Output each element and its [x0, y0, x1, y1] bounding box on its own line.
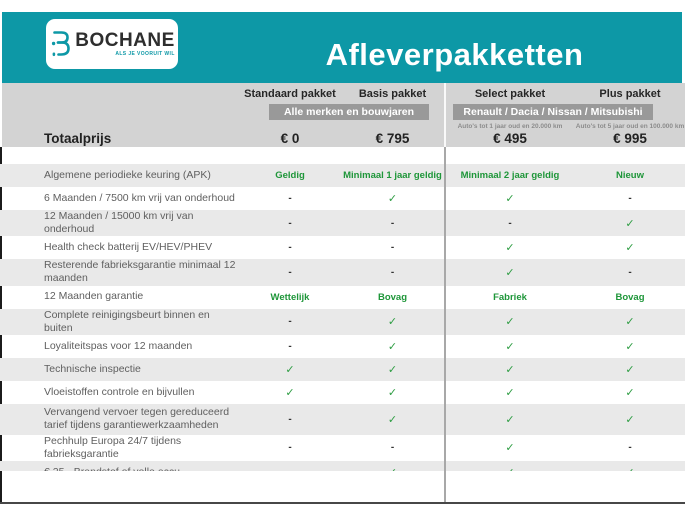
brand-group-badge-all: Alle merken en bouwjaren: [269, 104, 429, 120]
logo-brand-text: BOCHANE: [75, 30, 175, 51]
row-value-cell: ✓: [387, 193, 398, 205]
column-header-select: Select pakket: [474, 88, 546, 100]
row-value-cell: ✓: [285, 386, 295, 399]
row-label: Algemene periodieke keuring (APK): [44, 168, 211, 181]
bochane-logo: [46, 19, 178, 69]
row-value-cell: ✓: [505, 193, 515, 205]
row-value-cell: ✓: [505, 386, 515, 399]
row-value-cell: ✓: [505, 442, 515, 455]
row-value-cell: -: [288, 413, 292, 425]
table-row: [0, 259, 685, 285]
row-value-cell: Minimaal 2 jaar geldig: [460, 170, 560, 181]
row-value-cell: ✓: [505, 242, 515, 255]
column-header-standaard: Standaard pakket: [244, 88, 336, 100]
logo-text-block: [75, 31, 175, 57]
total-price-label: Totaalprijs: [44, 131, 112, 146]
total-price-basis: € 795: [375, 131, 410, 146]
row-value-cell: ✓: [625, 316, 635, 329]
table-row: [0, 309, 685, 335]
row-value-cell: -: [390, 242, 395, 254]
row-value-cell: ✓: [387, 340, 398, 353]
total-price-plus: € 995: [613, 131, 647, 146]
row-value-cell: ✓: [505, 413, 515, 426]
row-value-cell: -: [288, 266, 292, 278]
row-value-cell: Bovag: [615, 291, 645, 303]
table-row: [0, 210, 685, 236]
footer-gap-row: [0, 471, 685, 502]
row-value-cell: -: [288, 242, 292, 254]
row-value-cell: -: [288, 340, 292, 352]
row-label: Vloeistoffen controle en bijvullen: [44, 385, 195, 398]
row-value-cell: Geldig: [275, 170, 305, 181]
row-label: Health check batterij EV/HEV/PHEV: [44, 241, 213, 254]
table-row: [0, 187, 685, 210]
logo-tagline: ALS JE VOORUIT WIL: [115, 51, 175, 57]
row-label: Technische inspectie: [44, 362, 141, 375]
row-value-cell: ✓: [625, 363, 635, 376]
row-value-cell: ✓: [625, 340, 635, 353]
row-value-cell: ✓: [285, 363, 295, 376]
table-row: [0, 358, 685, 381]
table-row: [0, 236, 685, 259]
row-label: Loyaliteitspas voor 12 maanden: [44, 339, 193, 352]
table-row: [0, 164, 685, 187]
table-rows: [0, 164, 685, 484]
column-group-divider-header: [444, 83, 446, 147]
row-value-cell: ✓: [625, 217, 635, 230]
page-title: Afleverpakketten: [325, 37, 584, 72]
row-label: 6 Maanden / 7500 km vrij van onderhoud: [44, 191, 235, 204]
header-banner: [2, 12, 682, 83]
header-gap-row: [0, 147, 685, 164]
table-row: [0, 381, 685, 404]
row-value-cell: ✓: [625, 386, 635, 399]
column-note-select: Auto's tot 1 jaar oud en 20.000 km: [457, 123, 563, 130]
row-value-cell: -: [390, 266, 395, 278]
row-label: Complete reinigingsbeurt binnen en buiten: [44, 308, 210, 334]
row-value-cell: ✓: [625, 413, 635, 426]
row-value-cell: ✓: [387, 316, 398, 329]
row-value-cell: -: [288, 193, 292, 204]
row-value-cell: -: [628, 193, 632, 204]
row-value-cell: Minimaal 1 jaar geldig: [343, 170, 442, 181]
row-value-cell: -: [390, 442, 395, 454]
row-value-cell: -: [288, 442, 292, 454]
row-value-cell: Bovag: [377, 291, 408, 303]
column-group-divider: [444, 147, 446, 502]
brand-group-badge-renault: Renault / Dacia / Nissan / Mitsubishi: [453, 104, 653, 120]
row-value-cell: ✓: [387, 386, 398, 399]
row-label: 12 Maanden garantie: [44, 290, 144, 303]
table-bottom-border: [0, 502, 685, 504]
column-header-plus: Plus pakket: [599, 88, 661, 100]
row-value-cell: -: [288, 316, 292, 328]
row-value-cell: ✓: [505, 340, 515, 353]
row-value-cell: -: [288, 217, 292, 229]
row-value-cell: ✓: [505, 363, 515, 376]
bochane-logo-icon: [49, 29, 71, 59]
row-value-cell: ✓: [387, 363, 398, 376]
row-label: 12 Maanden / 15000 km vrij van onderhoud: [44, 210, 194, 236]
table-row: [0, 286, 685, 309]
table-row: [0, 435, 685, 461]
row-value-cell: -: [390, 217, 395, 229]
row-value-cell: ✓: [387, 413, 398, 426]
row-value-cell: -: [508, 217, 512, 229]
row-value-cell: ✓: [505, 266, 515, 279]
total-price-select: € 495: [493, 131, 527, 146]
row-value-cell: ✓: [625, 242, 635, 255]
row-value-cell: ✓: [505, 316, 515, 329]
table-row: [0, 404, 685, 435]
row-label: Resterende fabrieksgarantie minimaal 12 maanden: [44, 259, 236, 285]
row-label: Pechhulp Europa 24/7 tijdens fabrieksgarantie: [44, 434, 182, 460]
row-label: Vervangend vervoer tegen gereduceerd tarief tijdens garantiewerkzaamheden: [44, 406, 230, 432]
total-price-standaard: € 0: [280, 131, 300, 146]
table-row: [0, 335, 685, 358]
row-value-cell: Nieuw: [616, 170, 644, 181]
row-value-cell: -: [628, 266, 632, 278]
column-note-plus: Auto's tot 5 jaar oud en 100.000 km: [575, 123, 685, 130]
column-header-basis: Basis pakket: [358, 88, 427, 100]
row-value-cell: Wettelijk: [270, 291, 310, 303]
row-value-cell: -: [628, 442, 632, 454]
row-value-cell: Fabriek: [493, 291, 527, 303]
